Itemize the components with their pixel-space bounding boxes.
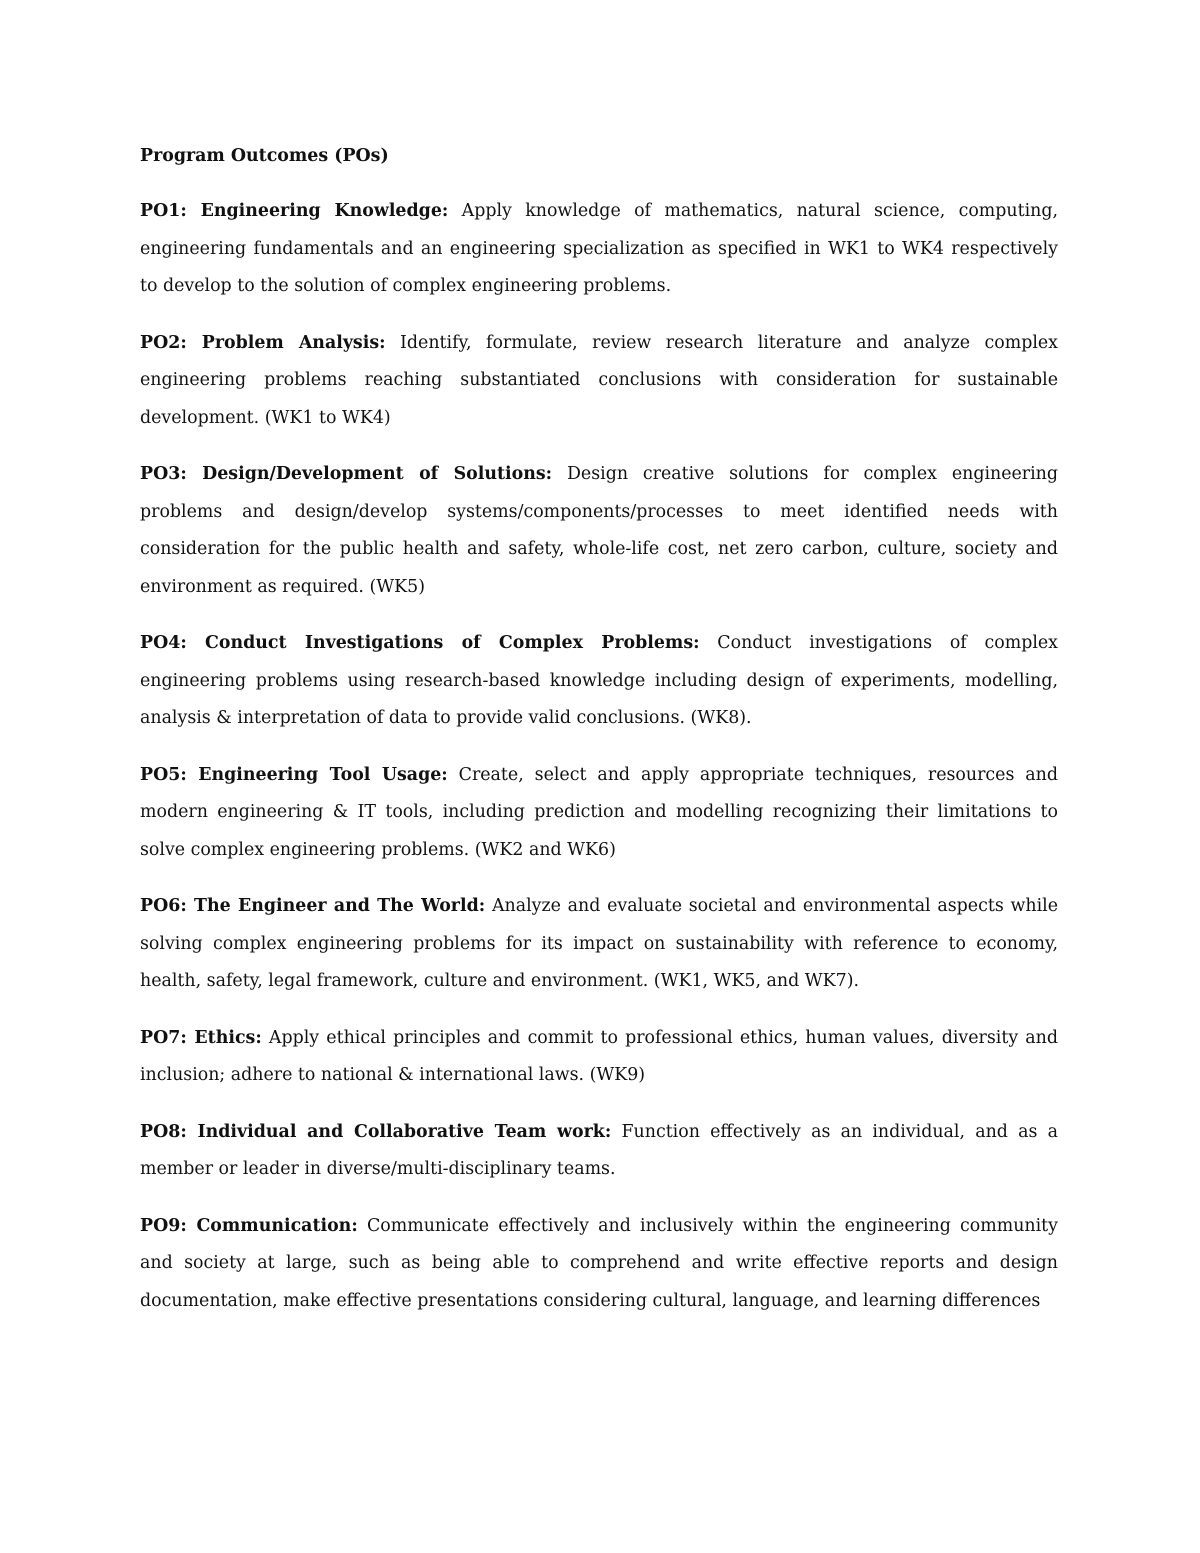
po-text: Apply ethical principles and commit to professional ethics, human values, diversity and inclusion; adhere to national & international laws. (WK9) <box>140 1027 1058 1085</box>
page-title: Program Outcomes (POs) <box>140 146 389 166</box>
po-text: Create, select and apply appropriate techniques, resources and modern engineering & IT tools, including prediction and modelling recognizing their limitations to solve complex engineering problems. (WK2 and WK6) <box>140 764 1058 860</box>
po-text: Identify, formulate, review research literature and analyze complex engineering problems reaching substantiated conclusions with consideration for sustainable development. (WK1 to WK4) <box>140 332 1058 428</box>
po-heading: PO4: Conduct Investigations of Complex Problems: <box>140 633 700 653</box>
po-heading: PO7: Ethics: <box>140 1027 262 1048</box>
po-paragraph-3 <box>140 456 1058 606</box>
po-heading: PO8: Individual and Collaborative Team work: <box>140 1121 612 1142</box>
po-paragraph-1 <box>140 193 1058 306</box>
po-heading: PO5: Engineering Tool Usage: <box>140 764 448 785</box>
po-text: Analyze and evaluate societal and environmental aspects while solving complex engineering problems for its impact on sustainability with reference to economy, health, safety, legal framework, culture and environment. (WK1, WK5, and WK7). <box>140 896 1058 991</box>
po-text: Design creative solutions for complex engineering problems and design/develop systems/components/processes to meet identified needs with consideration for the public health and safety, whole-life cost, net zero carbon, culture, society and environment as required. (WK5) <box>140 464 1058 597</box>
po-paragraph-4 <box>140 625 1058 738</box>
po-paragraph-8 <box>140 1114 1058 1189</box>
po-paragraph-5 <box>140 757 1058 870</box>
po-paragraph-2 <box>140 325 1058 438</box>
po-text: Function effectively as an individual, and as a member or leader in diverse/multi-disciplinary teams. <box>140 1121 1059 1179</box>
po-heading: PO2: Problem Analysis: <box>140 332 386 353</box>
po-text: Conduct investigations of complex engineering problems using research-based knowledge including design of experiments, modelling, analysis & interpretation of data to provide valid conclusions. (WK8). <box>140 633 1058 728</box>
po-heading: PO1: Engineering Knowledge: <box>140 201 449 221</box>
po-text: Apply knowledge of mathematics, natural science, computing, engineering fundamentals and an engineering specialization as specified in WK1 to WK4 respectively to develop to the solution of complex engineering problems. <box>140 201 1059 296</box>
po-paragraph-6 <box>140 888 1058 1001</box>
po-text: Communicate effectively and inclusively within the engineering community and society at large, such as being able to comprehend and write effective reports and design documentation, make effective presentations considering cultural, language, and learning differences <box>140 1215 1058 1311</box>
po-paragraph-9 <box>140 1208 1058 1321</box>
po-paragraph-7 <box>140 1020 1058 1095</box>
po-heading: PO9: Communication: <box>140 1215 358 1236</box>
po-heading: PO6: The Engineer and The World: <box>140 896 486 916</box>
po-heading: PO3: Design/Development of Solutions: <box>140 464 553 484</box>
document-page <box>140 138 1058 1320</box>
